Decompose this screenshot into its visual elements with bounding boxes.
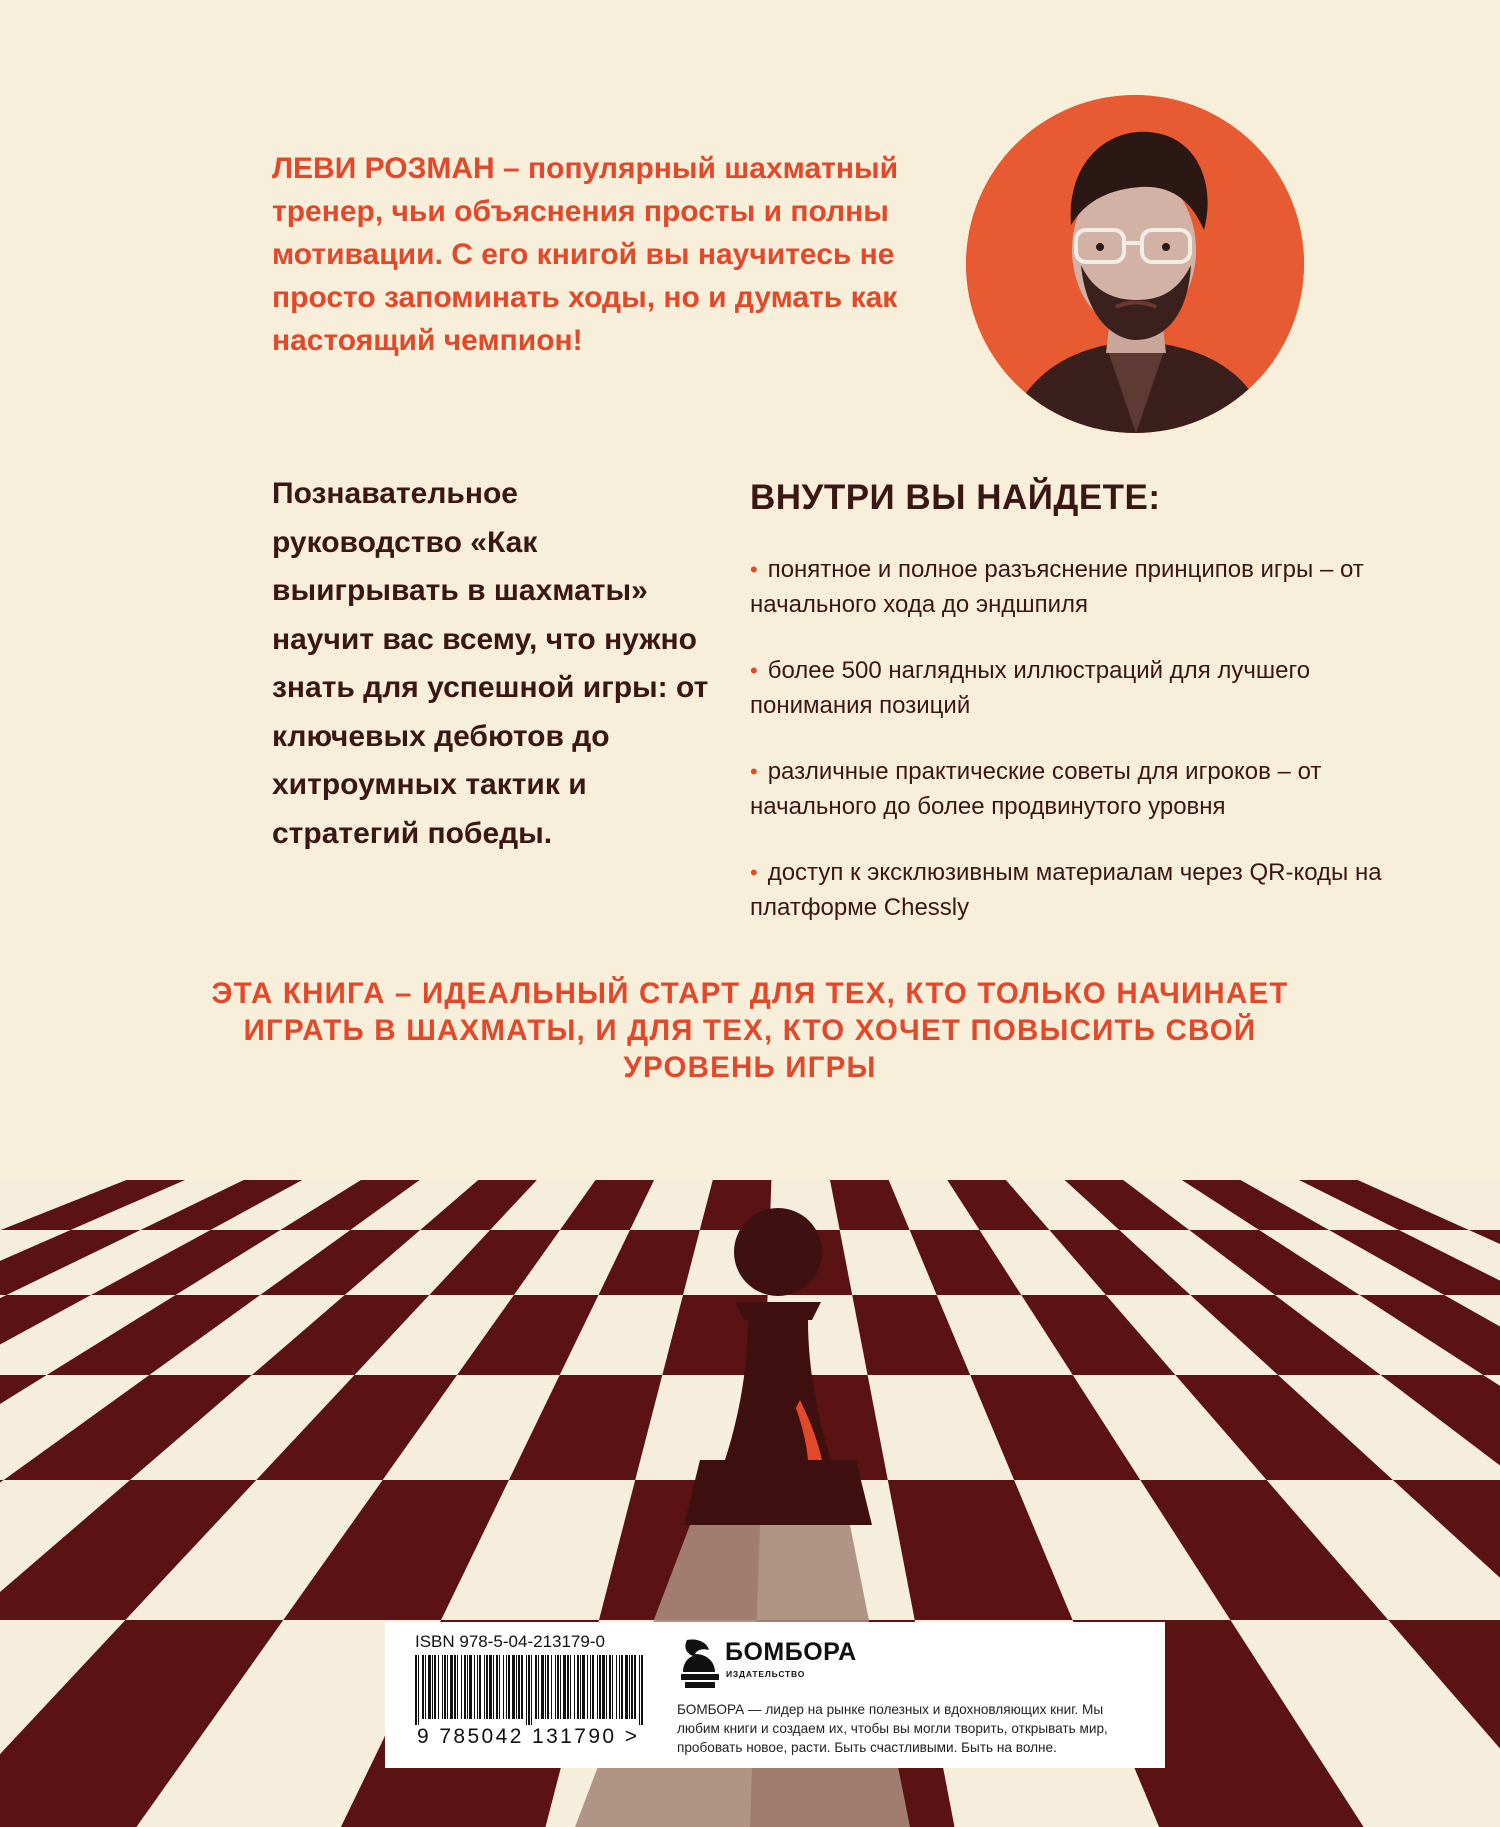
list-item-text: понятное и полное разъяснение принципов игры – от начального хода до эндшпиля: [750, 556, 1364, 618]
barcode-bar: [597, 1655, 598, 1719]
barcode-bar: [582, 1655, 585, 1719]
barcode-bar: [606, 1655, 607, 1719]
barcode-bar: [508, 1655, 510, 1719]
barcode-bar: [469, 1655, 472, 1719]
barcode-bar: [467, 1655, 468, 1719]
list-item: [750, 552, 1390, 622]
barcode-bar: [496, 1655, 498, 1719]
barcode-bar: [484, 1655, 485, 1719]
list-item-text: различные практические советы для игроков – от начального до более продвинутого уровня: [750, 758, 1322, 820]
barcode-bar: [590, 1655, 591, 1719]
barcode-bar: [428, 1655, 431, 1719]
barcode-bar: [432, 1655, 433, 1719]
inside-list: [750, 552, 1390, 956]
barcode-bar: [528, 1655, 530, 1725]
barcode-icon: [415, 1655, 645, 1725]
barcode-bar: [422, 1655, 424, 1719]
barcode-bar: [551, 1655, 552, 1719]
inside-heading: ВНУТРИ ВЫ НАЙДЕТЕ:: [750, 478, 1161, 517]
barcode-bar: [457, 1655, 458, 1719]
barcode-bar: [489, 1655, 492, 1719]
bullet-icon: •: [750, 860, 758, 885]
barcode-bar: [477, 1655, 478, 1719]
barcode-bar: [612, 1655, 613, 1719]
barcode-bar: [506, 1655, 507, 1719]
author-bio: [272, 147, 932, 362]
barcode-bar: [444, 1655, 446, 1719]
barcode-bar: [474, 1655, 475, 1719]
barcode-bar: [609, 1655, 611, 1719]
barcode-bar: [602, 1655, 605, 1719]
barcode-bar: [631, 1655, 633, 1719]
barcode-bar: [503, 1655, 504, 1719]
isbn-panel: [385, 1622, 1165, 1768]
barcode-bar: [629, 1655, 630, 1719]
publisher-name: БОМБОРА: [725, 1638, 857, 1666]
barcode-bar: [521, 1655, 523, 1719]
barcode-bar: [621, 1655, 623, 1719]
barcode-bar: [512, 1655, 515, 1719]
barcode-bar: [567, 1655, 569, 1719]
author-portrait-illustration: [966, 95, 1304, 433]
barcode-bar: [447, 1655, 448, 1719]
barcode-bar: [599, 1655, 601, 1719]
publisher-subtitle: ИЗДАТЕЛЬСТВО: [726, 1669, 806, 1679]
barcode-bar: [493, 1655, 494, 1719]
barcode-bar: [547, 1655, 549, 1719]
barcode-bar: [486, 1655, 488, 1719]
barcode-bar: [570, 1655, 571, 1719]
author-bio-text: – популярный шахматный тренер, чьи объяснения просты и полны мотивации. С его книгой вы научитесь не просто запоминать ходы, но и думать как настоящий чемпион!: [272, 152, 899, 357]
barcode-bar: [641, 1655, 643, 1725]
barcode-bar: [450, 1655, 453, 1719]
barcode-digits: 9 785042 131790 >: [417, 1725, 640, 1748]
bullet-icon: •: [750, 557, 758, 582]
bullet-icon: •: [750, 658, 758, 683]
barcode-bar: [555, 1655, 556, 1719]
barcode-bar: [560, 1655, 561, 1719]
book-description: Познавательное руководство «Как выигрывать в шахматы» научит вас всему, что нужно знать для успешной игры: от ключевых дебютов до хитроумных тактик и стратегий победы.: [272, 477, 709, 850]
barcode-bar: [415, 1655, 417, 1725]
barcode-bar: [541, 1655, 544, 1719]
barcode-bar: [557, 1655, 559, 1719]
list-item: [750, 754, 1390, 824]
barcode-bar: [538, 1655, 539, 1719]
list-item-text: доступ к эксклюзивным материалам через QR-коды на платформе Chessly: [750, 859, 1382, 921]
barcode-bar: [587, 1655, 588, 1719]
barcode-bar: [531, 1655, 532, 1725]
barcode-bar: [526, 1655, 527, 1725]
barcode-bar: [479, 1655, 481, 1719]
barcode-bar: [516, 1655, 517, 1719]
barcode-bar: [545, 1655, 546, 1719]
barcode-bar: [535, 1655, 537, 1719]
barcode-bar: [454, 1655, 456, 1719]
barcode-bar: [434, 1655, 436, 1719]
barcode-bar: [616, 1655, 617, 1719]
barcode-bar: [425, 1655, 426, 1719]
barcode-bar: [577, 1655, 579, 1719]
barcode-bar: [574, 1655, 575, 1719]
barcode-bar: [639, 1655, 640, 1725]
barcode-bar: [592, 1655, 594, 1719]
list-item-text: более 500 наглядных иллюстраций для лучшего понимания позиций: [750, 657, 1311, 719]
barcode-bar: [442, 1655, 443, 1719]
barcode-bar: [619, 1655, 620, 1719]
isbn-label: ISBN 978-5-04-213179-0: [415, 1632, 605, 1651]
barcode-bar: [464, 1655, 466, 1719]
barcode-bar: [563, 1655, 566, 1719]
barcode-bar: [634, 1655, 636, 1719]
barcode-bar: [580, 1655, 581, 1719]
publisher-about: БОМБОРА — лидер на рынке полезных и вдохновляющих книг. Мы любим книги и создаем их, чтобы вы могли творить, открывать мир, пробовать новое, расти. Быть счастливыми. Быть на волне.: [677, 1702, 1108, 1755]
author-name: ЛЕВИ РОЗМАН: [272, 152, 495, 185]
list-item: [750, 855, 1390, 925]
tagline: ЭТА КНИГА – ИДЕАЛЬНЫЙ СТАРТ ДЛЯ ТЕХ, КТО ТОЛЬКО НАЧИНАЕТ ИГРАТЬ В ШАХМАТЫ, И ДЛЯ ТЕХ, КТО ХОЧЕТ ПОВЫСИТЬ СВОЙ УРОВЕНЬ ИГРЫ: [211, 977, 1289, 1084]
barcode-bar: [461, 1655, 462, 1719]
barcode-bar: [625, 1655, 628, 1719]
barcode-bar: [518, 1655, 520, 1719]
barcode-bar: [418, 1655, 419, 1725]
author-portrait: [966, 95, 1304, 433]
barcode-bar: [438, 1655, 439, 1719]
barcode-bar: [499, 1655, 500, 1719]
bullet-icon: •: [750, 759, 758, 784]
list-item: [750, 653, 1390, 723]
